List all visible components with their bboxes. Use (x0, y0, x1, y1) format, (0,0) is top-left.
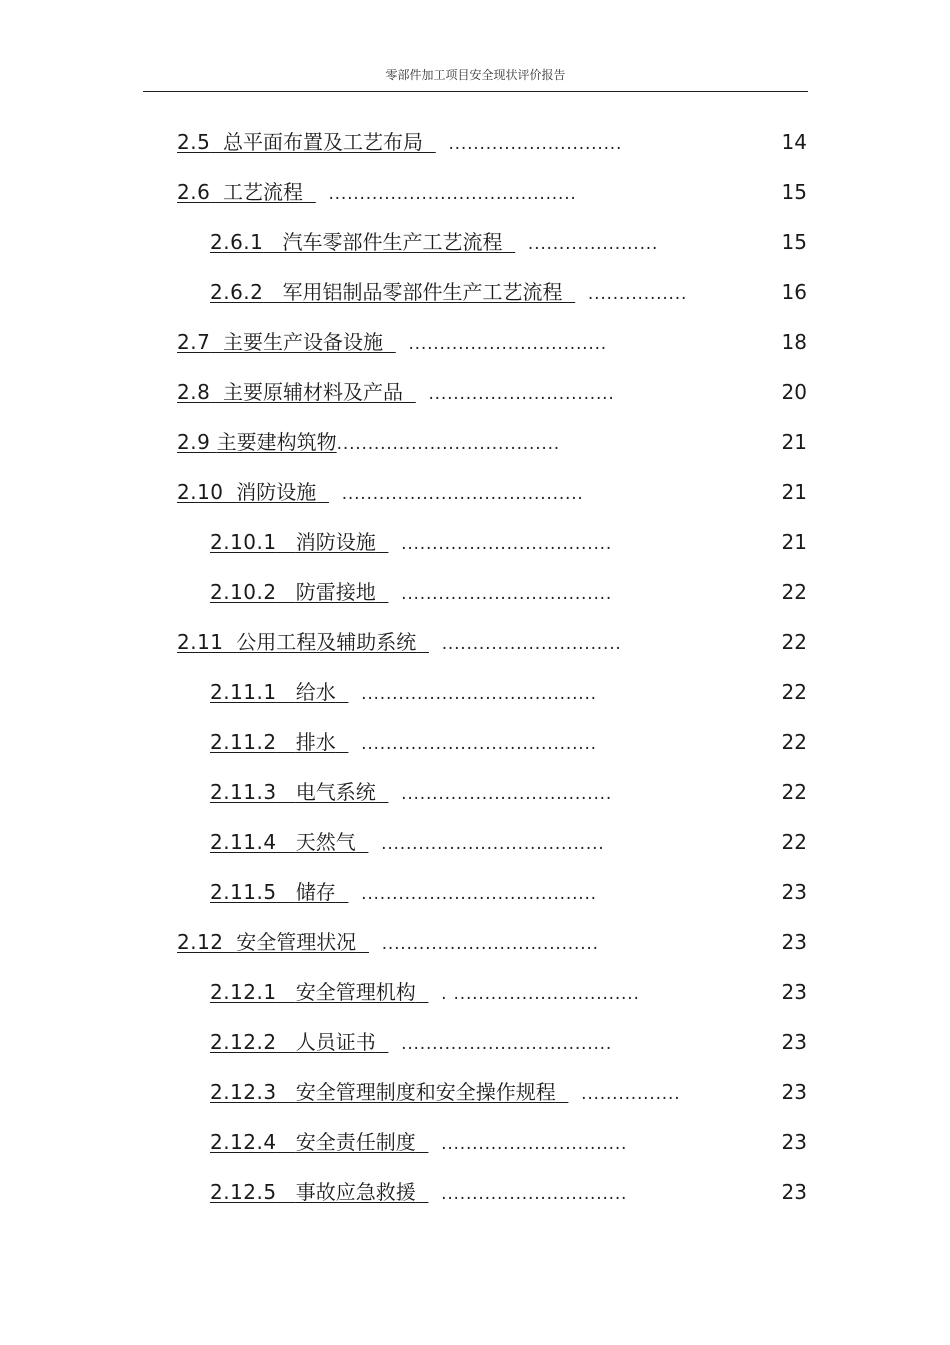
toc-dot-leader: .................................. (401, 584, 613, 604)
toc-page-number[interactable]: 15 (781, 230, 807, 254)
toc-entry-heading-link[interactable] (210, 880, 348, 904)
toc-entry-heading-link[interactable] (210, 680, 348, 704)
toc-dot-leader: ...................................... (361, 684, 597, 704)
toc-dot-leader: ..................... (527, 234, 659, 254)
toc-entry-heading-link[interactable] (210, 230, 515, 254)
toc-entry[interactable] (210, 729, 597, 755)
toc-entry[interactable] (210, 979, 640, 1005)
toc-entry-number: 2.12.1 (210, 980, 277, 1004)
toc-entry-number: 2.11.2 (210, 730, 277, 754)
toc-dot-leader: .............................. (441, 1184, 628, 1204)
toc-entry-number: 2.7 (177, 330, 211, 354)
toc-page-number[interactable]: 23 (781, 1030, 807, 1054)
toc-dot-leader: .............................. (441, 1134, 628, 1154)
toc-entry[interactable] (177, 329, 607, 355)
toc-entry-number: 2.12.3 (210, 1080, 277, 1104)
toc-page-number[interactable]: 20 (781, 380, 807, 404)
toc-dot-leader: .................................. (401, 784, 613, 804)
toc-entry-heading-link[interactable] (210, 980, 428, 1004)
toc-page-number[interactable]: 23 (781, 980, 807, 1004)
toc-entry-title: 总平面布置及工艺布局 (223, 130, 424, 154)
toc-entry[interactable] (210, 829, 604, 855)
toc-entry[interactable] (210, 679, 597, 705)
toc-page-number[interactable]: 15 (781, 180, 807, 204)
toc-entry-number: 2.12 (177, 930, 224, 954)
toc-entry[interactable] (210, 779, 612, 805)
toc-entry-number: 2.11.4 (210, 830, 277, 854)
toc-page-number[interactable]: 22 (781, 780, 807, 804)
toc-dot-leader: ............................ (448, 134, 623, 154)
toc-entry-title: 汽车零部件生产工艺流程 (282, 230, 503, 254)
toc-entry-heading-link[interactable] (177, 380, 416, 404)
toc-entry-number: 2.11.1 (210, 680, 277, 704)
toc-entry-title: 电气系统 (295, 780, 376, 804)
toc-entry[interactable] (210, 1179, 627, 1205)
toc-entry-number: 2.11 (177, 630, 224, 654)
toc-entry[interactable] (210, 1079, 680, 1105)
toc-page-number[interactable]: 22 (781, 730, 807, 754)
toc-entry[interactable] (177, 429, 560, 455)
toc-entry-title: 公用工程及辅助系统 (236, 630, 417, 654)
toc-entry-number: 2.5 (177, 130, 211, 154)
toc-page-number[interactable]: 21 (781, 430, 807, 454)
toc-entry-title: 主要原辅材料及产品 (223, 380, 404, 404)
toc-entry-number: 2.12.5 (210, 1180, 277, 1204)
toc-entry-title: 给水 (295, 680, 336, 704)
toc-entry[interactable] (210, 1129, 627, 1155)
toc-dot-leader: . .............................. (441, 984, 640, 1004)
toc-entry-heading-link[interactable] (210, 1030, 388, 1054)
toc-entry-title: 事故应急救援 (295, 1180, 416, 1204)
toc-entry[interactable] (210, 279, 687, 305)
toc-page-number[interactable]: 23 (781, 930, 807, 954)
toc-entry-heading-link[interactable] (210, 580, 388, 604)
toc-entry-title: 安全责任制度 (295, 1130, 416, 1154)
toc-page-number[interactable]: 21 (781, 530, 807, 554)
toc-entry[interactable] (210, 529, 612, 555)
toc-dot-leader: ................................... (381, 934, 599, 954)
toc-entry[interactable] (210, 879, 597, 905)
toc-entry-heading-link[interactable] (177, 180, 316, 204)
toc-entry-heading-link[interactable] (210, 730, 348, 754)
toc-entry-number: 2.10.2 (210, 580, 277, 604)
toc-entry-heading-link[interactable] (210, 780, 388, 804)
toc-entry-number: 2.11.3 (210, 780, 277, 804)
toc-entry-title: 消防设施 (236, 480, 317, 504)
toc-entry-title: 军用铝制品零部件生产工艺流程 (282, 280, 563, 304)
toc-entry-title: 排水 (295, 730, 336, 754)
toc-entry-number: 2.6.2 (210, 280, 264, 304)
toc-entry[interactable] (177, 179, 577, 205)
toc-dot-leader: ...................................... (361, 734, 597, 754)
toc-entry-title: 工艺流程 (223, 180, 304, 204)
toc-entry-heading-link[interactable] (210, 1080, 568, 1104)
toc-entry-title: 消防设施 (295, 530, 376, 554)
toc-entry-number: 2.9 (177, 430, 211, 454)
toc-entry-number: 2.10 (177, 480, 224, 504)
toc-page-number[interactable]: 21 (781, 480, 807, 504)
toc-entry-number: 2.6 (177, 180, 211, 204)
toc-entry[interactable] (177, 129, 622, 155)
toc-entry-title: 主要生产设备设施 (223, 330, 384, 354)
toc-entry-number: 2.11.5 (210, 880, 277, 904)
toc-entry[interactable] (210, 579, 612, 605)
toc-entry-heading-link[interactable] (210, 530, 388, 554)
toc-entry-title: 安全管理制度和安全操作规程 (295, 1080, 556, 1104)
toc-dot-leader: .................................. (401, 534, 613, 554)
toc-page-number[interactable]: 22 (781, 630, 807, 654)
toc-page-number[interactable]: 23 (781, 1080, 807, 1104)
toc-dot-leader: ...................................... (361, 884, 597, 904)
toc-dot-leader: ........................................ (328, 184, 577, 204)
toc-entry-number: 2.12.2 (210, 1030, 277, 1054)
toc-page-number[interactable]: 18 (781, 330, 807, 354)
toc-page-number[interactable]: 23 (781, 1130, 807, 1154)
toc-entry-title: 安全管理机构 (295, 980, 416, 1004)
toc-page-number[interactable]: 14 (781, 130, 807, 154)
toc-dot-leader: ................ (581, 1084, 681, 1104)
toc-entry-title: 人员证书 (295, 1030, 376, 1054)
toc-entry[interactable] (177, 629, 622, 655)
toc-dot-leader: .............................. (428, 384, 615, 404)
toc-page-number[interactable]: 22 (781, 680, 807, 704)
toc-entry[interactable] (210, 229, 658, 255)
toc-entry[interactable] (177, 379, 615, 405)
toc-page-number[interactable]: 22 (781, 580, 807, 604)
toc-entry-title: 储存 (295, 880, 336, 904)
toc-entry-heading-link[interactable] (177, 480, 329, 504)
toc-entry-heading-link[interactable] (177, 930, 369, 954)
toc-dot-leader: ................ (587, 284, 688, 304)
toc-entry-heading-link[interactable] (177, 330, 396, 354)
toc-page-number[interactable]: 23 (781, 1180, 807, 1204)
toc-entry-heading-link[interactable] (210, 280, 575, 304)
toc-entry[interactable] (210, 1029, 612, 1055)
toc-entry-heading-link[interactable] (177, 430, 337, 454)
toc-entry-title: 主要建构筑物 (216, 430, 337, 454)
toc-entry-number: 2.8 (177, 380, 211, 404)
toc-dot-leader: .................................. (401, 1034, 613, 1054)
toc-entry-title: 防雷接地 (295, 580, 376, 604)
page-header-title: 零部件加工项目安全现状评价报告 (385, 68, 566, 82)
toc-dot-leader: ............................. (441, 634, 622, 654)
toc-entry-heading-link[interactable] (210, 1180, 428, 1204)
toc-entry-heading-link[interactable] (177, 130, 436, 154)
toc-page-number[interactable]: 22 (781, 830, 807, 854)
toc-dot-leader: .................................... (381, 834, 605, 854)
toc-entry-number: 2.10.1 (210, 530, 277, 554)
toc-entry-title: 天然气 (295, 830, 356, 854)
toc-entry-number: 2.12.4 (210, 1130, 277, 1154)
toc-entry[interactable] (177, 929, 599, 955)
toc-dot-leader: .................................... (336, 434, 561, 454)
toc-dot-leader: ....................................... (341, 484, 584, 504)
toc-entry-heading-link[interactable] (177, 630, 429, 654)
toc-page-number[interactable]: 16 (781, 280, 807, 304)
toc-dot-leader: ................................ (408, 334, 607, 354)
toc-entry-number: 2.6.1 (210, 230, 264, 254)
toc-page-number[interactable]: 23 (781, 880, 807, 904)
toc-entry-title: 安全管理状况 (236, 930, 357, 954)
toc-entry-heading-link[interactable] (210, 830, 368, 854)
toc-entry[interactable] (177, 479, 584, 505)
toc-entry-heading-link[interactable] (210, 1130, 428, 1154)
